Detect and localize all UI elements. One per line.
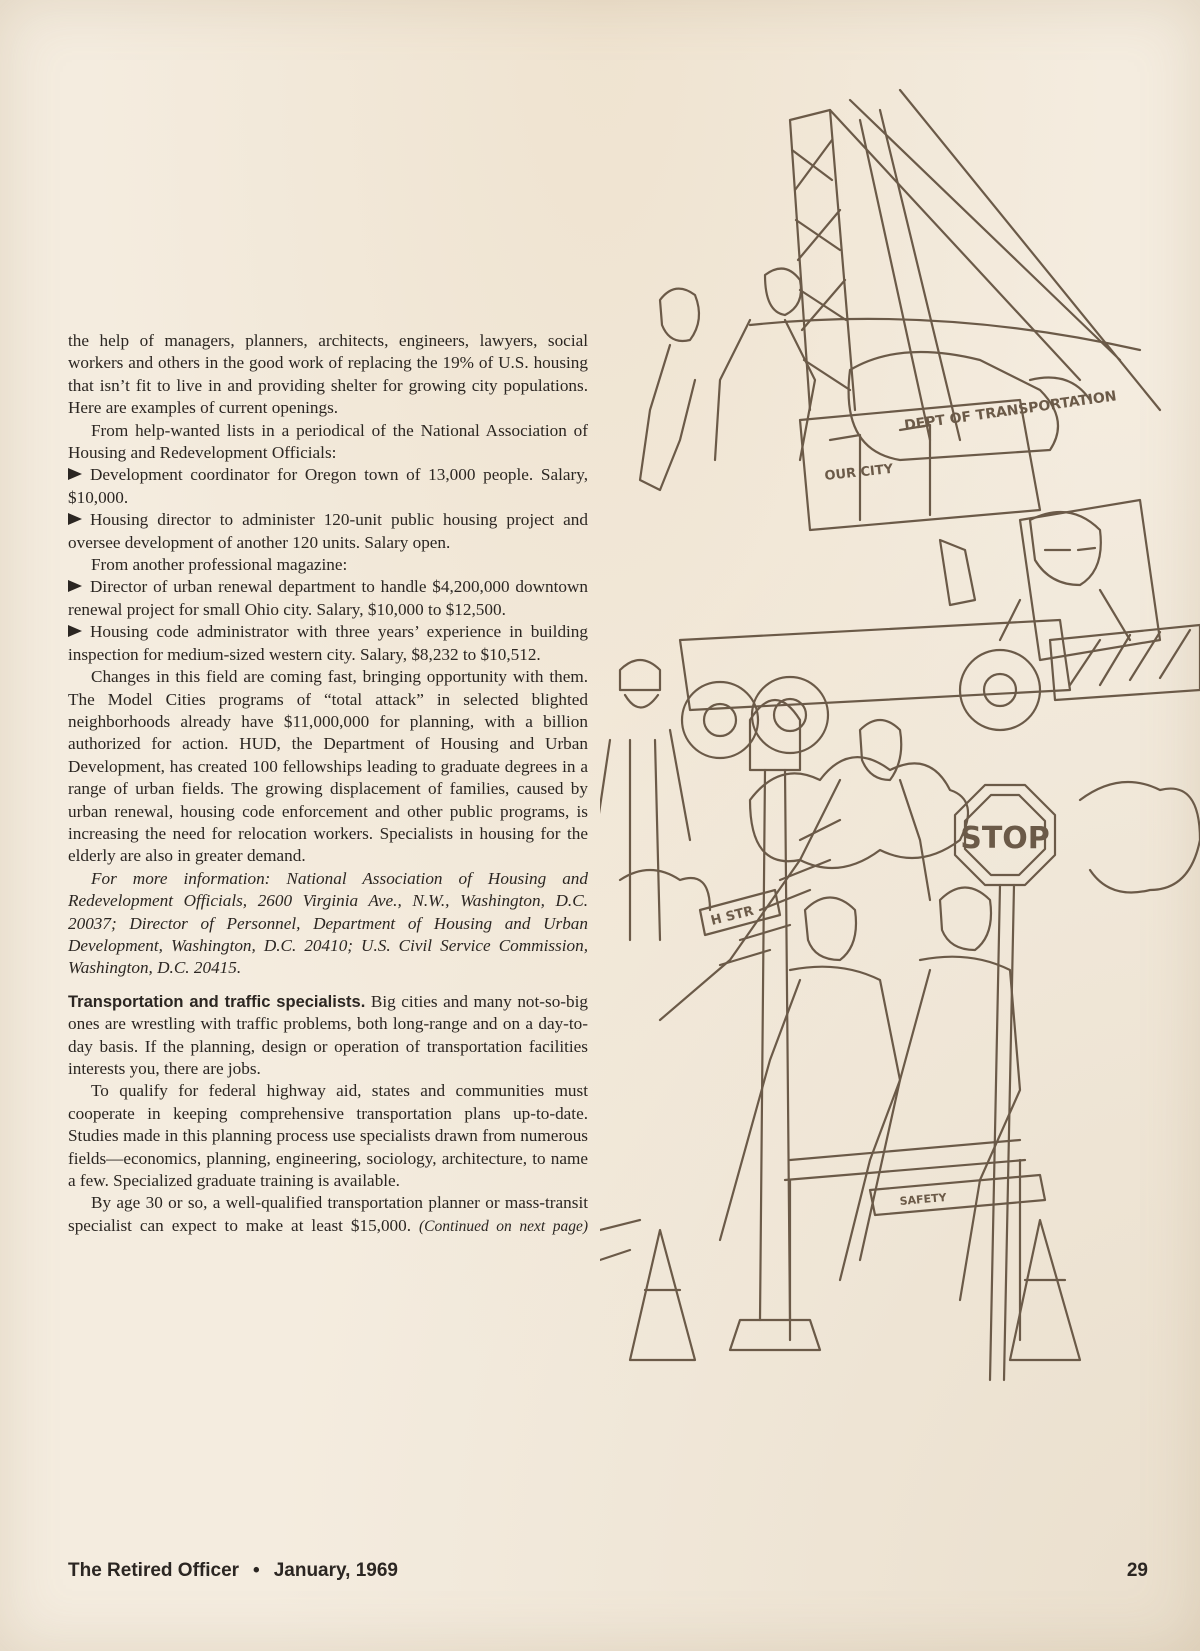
street-sign-illustration [700, 890, 780, 935]
bullet-item-4: Housing code administrator with three years’ experience in building inspection for medium-sized western city. Salary, $8,232 to $10,512. [68, 622, 588, 664]
paragraph-changes: Changes in this field are coming fast, bringing opportunity with them. The Model Cities programs of “total attack” in selected blighted neighborhoods already have $11,000,000 for planning, with a billion authorized for action. HUD, the Department of Housing and Urban Development, has created 100 fellowships leading to graduate degrees in a range of urban fields. The growing displacement of families, caused by urban renewal, housing code enforcement and other public programs, is increasing the need for relocation workers. Specialists in housing for the elderly are also in greater demand. [68, 667, 588, 866]
man-with-glasses-illustration [1000, 512, 1130, 640]
bullet-item-1: Development coordinator for Oregon town of 13,000 people. Salary, $10,000. [68, 465, 588, 507]
article-column [68, 330, 588, 1238]
girl-illustration [660, 720, 930, 1020]
publication-name: The Retired Officer [68, 1560, 240, 1581]
truck-illustration [680, 388, 1160, 758]
bullet-item-3: Director of urban renewal department to handle $4,200,000 downtown renewal project for small Ohio city. Salary, $10,000 to $12,500. [68, 577, 588, 619]
paragraph-transportation: Transportation and traffic specialists. Big cities and many not-so-big ones are wrestling with traffic problems, both long-range and on a day-to-day basis. If the planning, design or operation of transportation facilities interests you, there are jobs. [68, 991, 588, 1078]
crane-illustration [790, 90, 1160, 440]
arrow-bullet-icon [68, 468, 82, 480]
paragraph-another-magazine: From another professional magazine: [91, 555, 348, 575]
paragraph-help-wanted: From help-wanted lists in a periodical of the National Association of Housing and Redevelopment Officials: [68, 420, 588, 463]
section-heading: Transportation and traffic specialists. [68, 992, 366, 1011]
footer-publication-line [68, 1560, 398, 1582]
bullet-item-2: Housing director to administer 120-unit public housing project and oversee development of another 120 units. Salary open. [68, 510, 588, 552]
city-sign-text: OUR CITY [823, 461, 894, 484]
stop-sign-illustration [955, 785, 1055, 1380]
barrier-illustration [1050, 625, 1200, 700]
smoke-clouds-illustration [620, 757, 1200, 910]
publication-date: January, 1969 [273, 1560, 398, 1581]
barrier-sign-text: SAFETY [899, 1190, 948, 1208]
arrow-bullet-icon [68, 625, 82, 637]
people-illustration-top [640, 269, 815, 490]
continued-note: (Continued on next page) [419, 1217, 588, 1235]
traffic-cones-illustration [600, 1175, 1080, 1360]
city-illustration [600, 80, 1200, 1480]
street-sign-text: H STR [709, 903, 756, 929]
page-number: 29 [1126, 1560, 1148, 1581]
arrow-bullet-icon [68, 513, 82, 525]
paragraph-federal-aid: To qualify for federal highway aid, states and communities must cooperate in keeping comprehensive transportation plans up-to-date. Studies made in this planning process use specialists drawn from numerous fields—economics, planning, engineering, sociology, architecture, to name a few. Specialized graduate training is available. [68, 1081, 588, 1191]
paragraph-more-information: For more information: National Association of Housing and Redevelopment Officials, 2600 Virginia Ave., N.W., Washington, D.C. 20037; Director of Personnel, Department of Housing and Urban Development, Washington, D.C. 20410; U.S. Civil Service Commission, Washington, D.C. 20415. [68, 868, 588, 978]
lamp-post-illustration [730, 700, 820, 1350]
paragraph-salary: By age 30 or so, a well-qualified transportation planner or mass-transit specialist can expect to make at least $15,000. (Continued on next page) [68, 1193, 588, 1235]
seated-men-illustration [720, 888, 1025, 1341]
truck-sign-text: DEPT OF TRANSPORTATION [903, 388, 1118, 434]
stop-sign-text: STOP [960, 821, 1050, 856]
footer-bullet: • [253, 1560, 260, 1581]
worker-illustration [600, 660, 690, 940]
paragraph-intro: the help of managers, planners, architects, engineers, lawyers, social workers and others in the good work of replacing the 19% of U.S. housing that isn’t fit to live in and providing shelter for growing city populations. Here are examples of current openings. [68, 331, 588, 418]
arrow-bullet-icon [68, 580, 82, 592]
